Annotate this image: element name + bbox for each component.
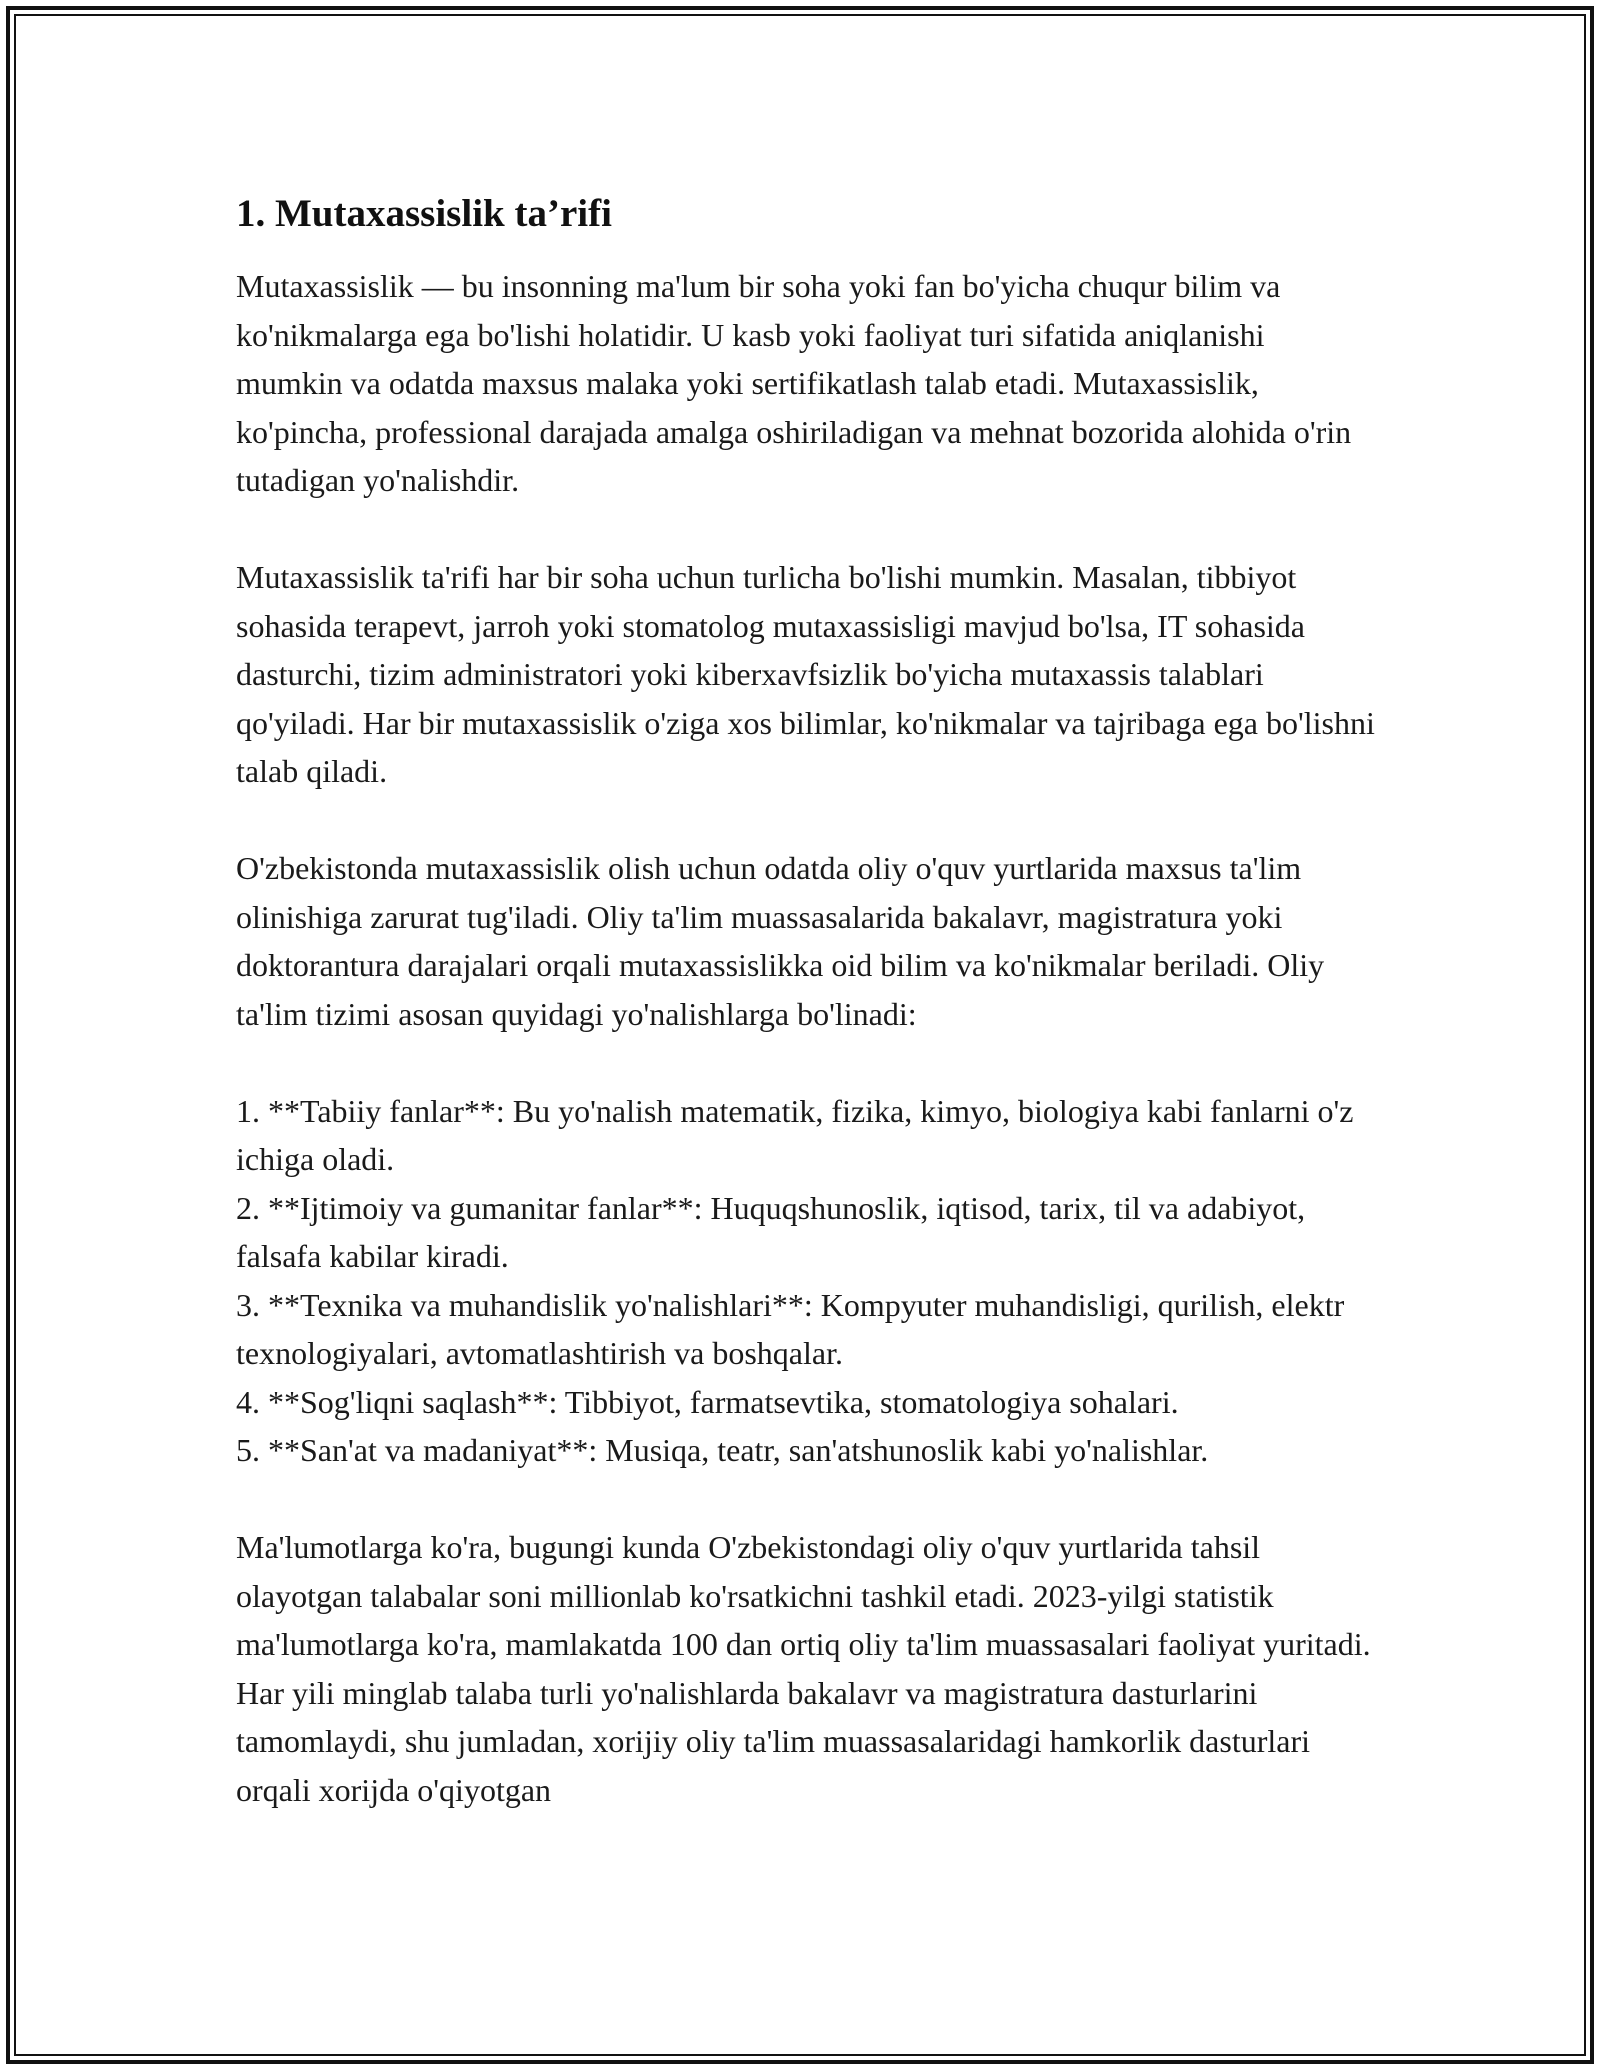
list-item: 3. **Texnika va muhandislik yo'nalishlari**: Kompyuter muhandisligi, qurilish, elektr texnologiyalari, avtomatlashtirish va boshqalar. <box>236 1286 1345 1371</box>
list-item: 4. **Sog'liqni saqlash**: Tibbiyot, farmatsevtika, stomatologiya sohalari. <box>236 1383 1179 1420</box>
section-heading: 1. Mutaxassislik ta’rifi <box>236 192 612 235</box>
document-body <box>236 186 1376 1814</box>
paragraph-statistics: Ma'lumotlarga ko'ra, bugungi kunda O'zbekistondagi oliy o'quv yurtlarida tahsil olayotgan talabalar soni millionlab ko'rsatkichni tashkil etadi. 2023-yilgi statistik ma'lumotlarga ko'ra, mamlakatda 100 dan ortiq oliy ta'lim muassasalari faoliyat yuritadi. Har yili minglab talaba turli yo'nalishlarda bakalavr va magistratura dasturlarini tamomlaydi, shu jumladan, xorijiy oliy ta'lim muassasalaridagi hamkorlik dasturlari orqali xorijda o'qiyotgan <box>236 1529 1371 1808</box>
list-item: 2. **Ijtimoiy va gumanitar fanlar**: Huquqshunoslik, iqtisod, tarix, til va adabiyot, falsafa kabilar kiradi. <box>236 1189 1306 1274</box>
list-item: 1. **Tabiiy fanlar**: Bu yo'nalish matematik, fizika, kimyo, biologiya kabi fanlarni o'z ichiga oladi. <box>236 1092 1354 1177</box>
paragraph-definition: Mutaxassislik — bu insonning ma'lum bir soha yoki fan bo'yicha chuqur bilim va ko'nikmalarga ega bo'lishi holatidir. U kasb yoki faoliyat turi sifatida aniqlanishi mumkin va odatda maxsus malaka yoki sertifikatlash talab etadi. Mutaxassislik, ko'pincha, professional darajada amalga oshiriladigan va mehnat bozorida alohida o'rin tutadigan yo'nalishdir. <box>236 268 1352 498</box>
directions-list <box>236 1087 1376 1475</box>
paragraph-uzbekistan-education: O'zbekistonda mutaxassislik olish uchun odatda oliy o'quv yurtlarida maxsus ta'lim olinishiga zarurat tug'iladi. Oliy ta'lim muassasalarida bakalavr, magistratura yoki doktorantura darajalari orqali mutaxassislikka oid bilim va ko'nikmalar beriladi. Oliy ta'lim tizimi asosan quyidagi yo'nalishlarga bo'linadi: <box>236 850 1325 1032</box>
list-item: 5. **San'at va madaniyat**: Musiqa, teatr, san'atshunoslik kabi yo'nalishlar. <box>236 1432 1209 1468</box>
paragraph-field-examples: Mutaxassislik ta'rifi har bir soha uchun turlicha bo'lishi mumkin. Masalan, tibbiyot sohasida terapevt, jarroh yoki stomatolog mutaxassisligi mavjud bo'lsa, IT sohasida dasturchi, tizim administratori yoki kiberxavfsizlik bo'yicha mutaxassis talablari qo'yiladi. Har bir mutaxassislik o'ziga xos bilimlar, ko'nikmalar va tajribaga ega bo'lishni talab qiladi. <box>236 559 1375 789</box>
